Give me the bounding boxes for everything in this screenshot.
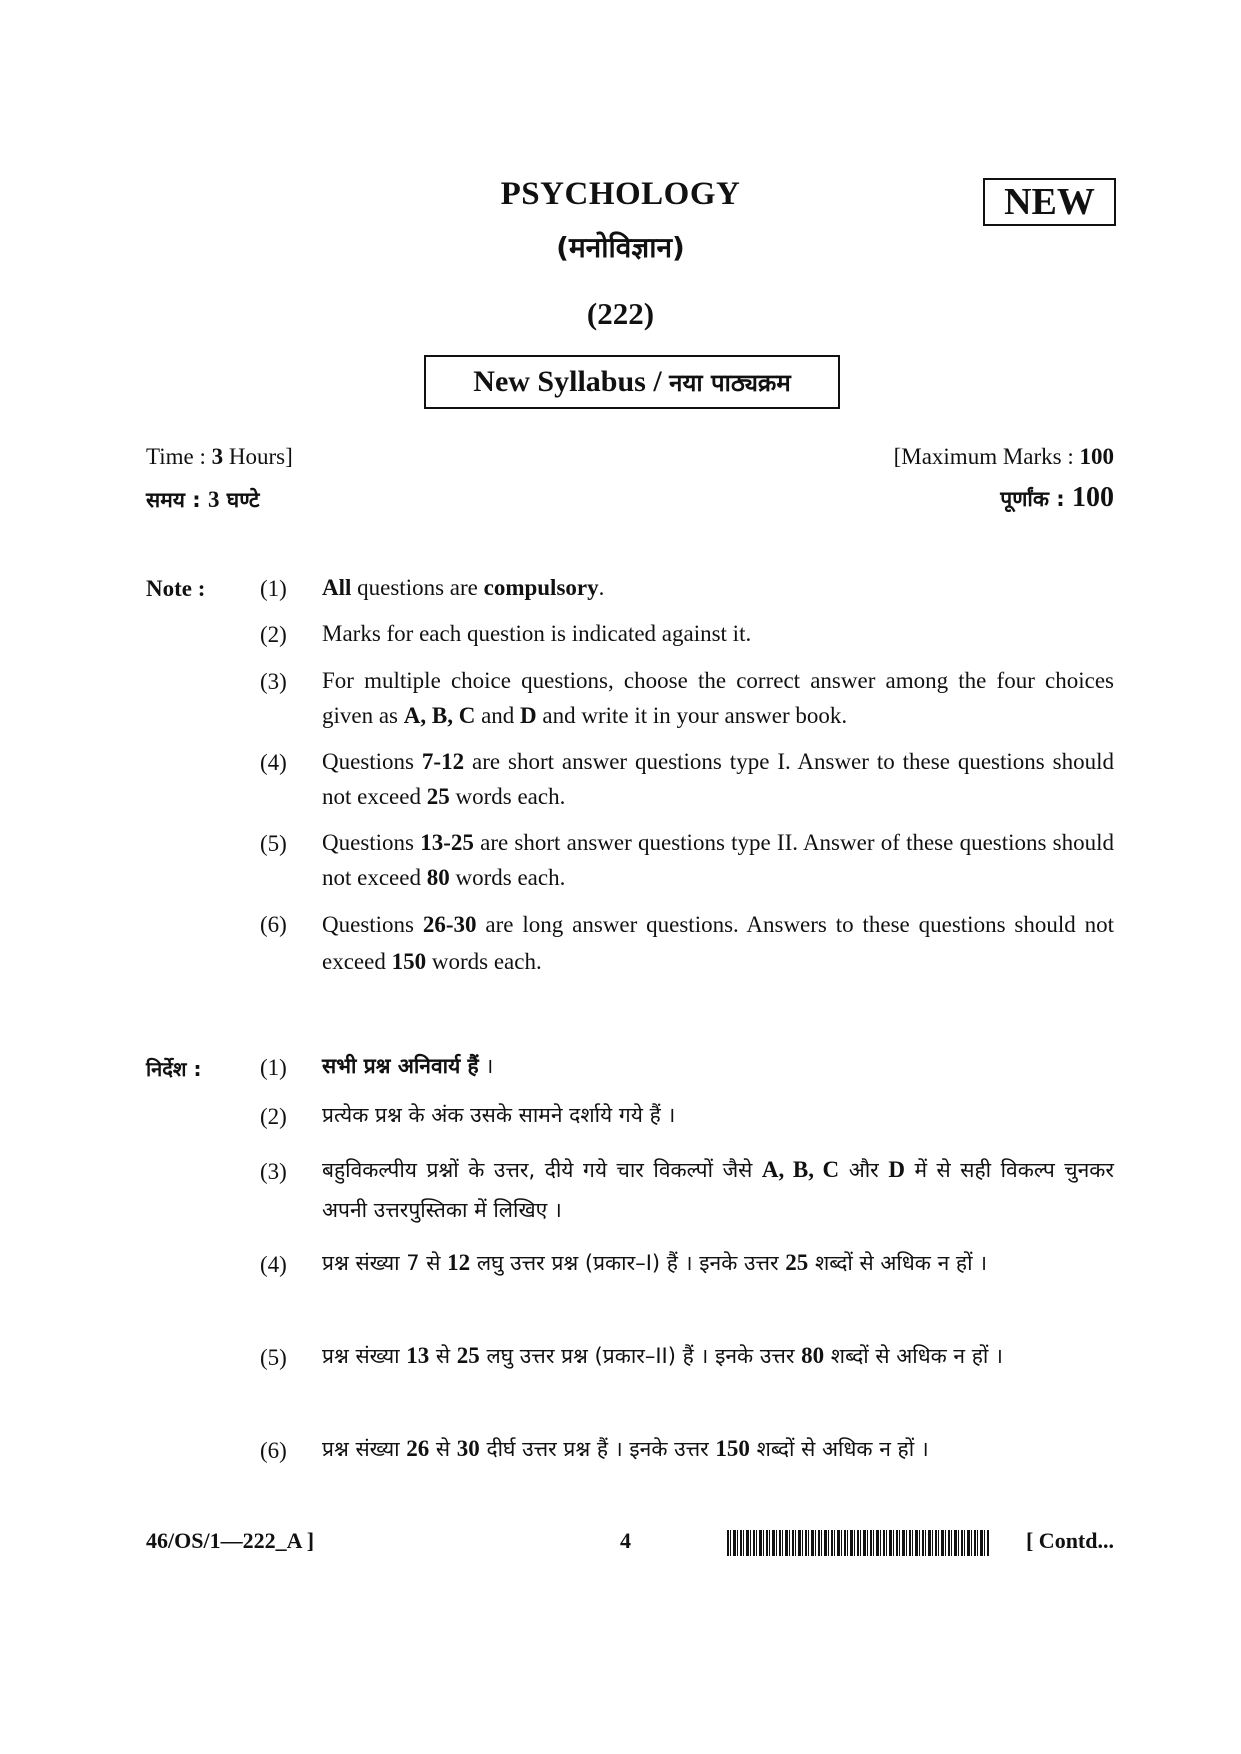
nirdesh-num: (5) [260,1345,287,1370]
subject-code: (222) [586,296,655,331]
new-badge: NEW [983,178,1116,226]
paper-code: 46/OS/1—222_A ] [146,1528,315,1553]
note-num: (1) [260,576,287,601]
note-item: Questions 7-12 are short answer questions type I. Answer to these questions should not exceed 25 words each. [322,749,1114,809]
note-num: (6) [260,912,287,937]
note-label: Note : [146,576,206,601]
note-num: (2) [260,622,287,647]
note-item: Questions 26-30 are long answer questions. Answers to these questions should not exceed 150 words each. [322,912,1115,974]
page-number: 4 [620,1528,631,1553]
nirdesh-num: (2) [260,1104,287,1129]
note-item: Questions 13-25 are short answer questions type II. Answer of these questions should not exceed 80 words each. [322,830,1115,890]
max-marks-hi: पूर्णांक : 100 [1000,482,1114,513]
nirdesh-item: बहुविकल्पीय प्रश्नों के उत्तर, दीये गये चार विकल्पों जैसे A, B, C और D में से सही विकल्प चुनकर अपनी उत्तरपुस्तिका में लिखिए । [322,1157,1115,1222]
time-hi: समय : 3 घण्टे [146,487,260,512]
nirdesh-item: प्रत्येक प्रश्न के अंक उसके सामने दर्शाये गये हैं । [322,1103,676,1127]
nirdesh-num: (3) [260,1159,287,1184]
nirdesh-item: प्रश्न संख्या 13 से 25 लघु उत्तर प्रश्न (प्रकार–II) हैं । इनके उत्तर 80 शब्दों से अधिक न हों । [322,1343,1003,1368]
nirdesh-num: (4) [260,1252,287,1277]
syllabus-box [424,355,840,409]
nirdesh-num: (6) [260,1438,287,1463]
page-subtitle-hindi: (मनोविज्ञान) [556,231,685,264]
syllabus-label-hi: नया पाठ्यक्रम [669,369,791,397]
time-en: Time : 3 Hours] [146,444,293,469]
nirdesh-num: (1) [260,1055,287,1080]
barcode [727,1530,989,1556]
page-title: PSYCHOLOGY [500,176,741,212]
nirdesh-item: प्रश्न संख्या 7 से 12 लघु उत्तर प्रश्न (प्रकार–I) हैं । इनके उत्तर 25 शब्दों से अधिक न हों । [322,1250,988,1275]
note-item: For multiple choice questions, choose the correct answer among the four choices given as A, B, C and D and write it in your answer book. [322,668,1114,728]
continued-label: [ Contd... [1025,1528,1114,1553]
note-num: (5) [260,831,287,856]
nirdesh-item: सभी प्रश्न अनिवार्य हैं । [322,1054,494,1078]
note-num: (3) [260,669,287,694]
max-marks-en: [Maximum Marks : 100 [893,444,1114,469]
nirdesh-label: निर्देश : [146,1057,202,1081]
nirdesh-item: प्रश्न संख्या 26 से 30 दीर्घ उत्तर प्रश्न हैं । इनके उत्तर 150 शब्दों से अधिक न हों । [322,1436,929,1461]
syllabus-label-en: New Syllabus / [473,365,662,398]
note-item: All questions are compulsory. [322,575,605,600]
note-num: (4) [260,750,287,775]
note-item: Marks for each question is indicated against it. [322,621,752,646]
